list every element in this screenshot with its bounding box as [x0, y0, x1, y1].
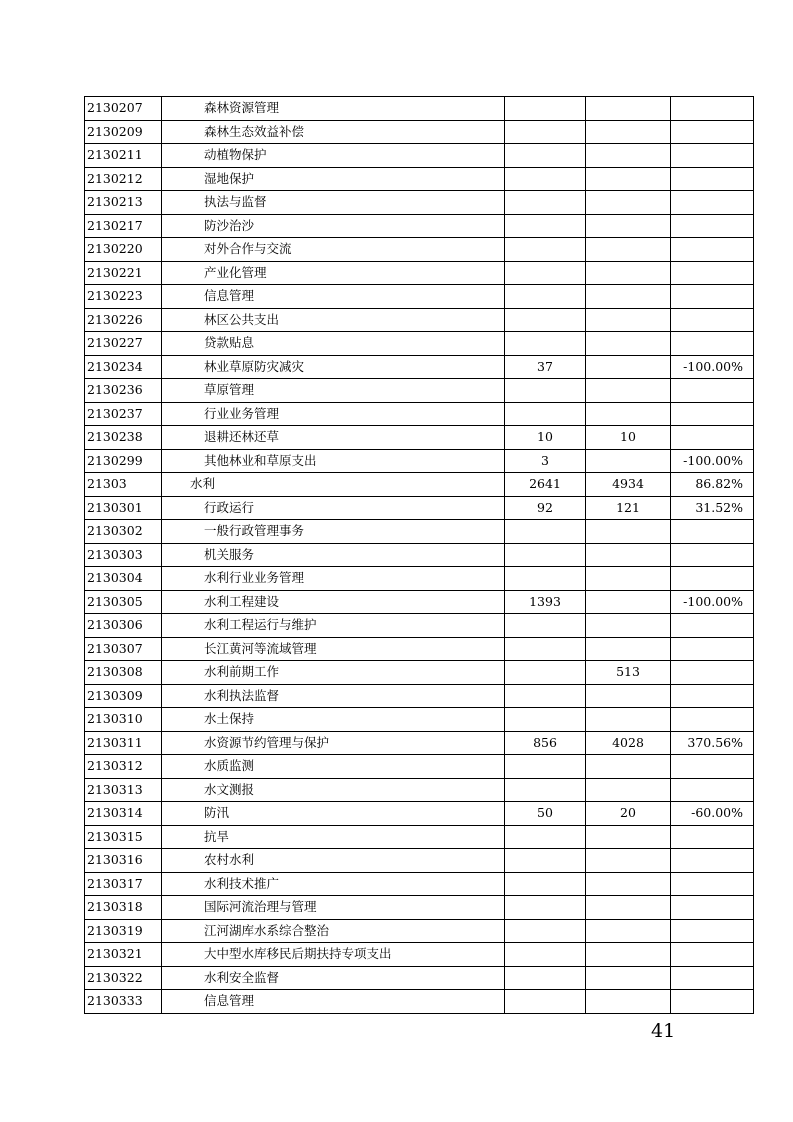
cell-value-2 [586, 238, 671, 262]
cell-value-2 [586, 332, 671, 356]
cell-code: 2130322 [85, 966, 162, 990]
cell-change-rate [671, 684, 754, 708]
cell-value-2 [586, 308, 671, 332]
cell-value-1 [505, 144, 586, 168]
table-row [85, 520, 754, 544]
cell-name: 退耕还林还草 [162, 426, 505, 450]
cell-change-rate [671, 661, 754, 685]
table-row [85, 872, 754, 896]
cell-value-1 [505, 567, 586, 591]
cell-change-rate [671, 379, 754, 403]
table-row [85, 449, 754, 473]
cell-code: 2130299 [85, 449, 162, 473]
cell-code: 2130308 [85, 661, 162, 685]
cell-change-rate: -100.00% [671, 590, 754, 614]
table-row [85, 661, 754, 685]
cell-code: 2130313 [85, 778, 162, 802]
cell-change-rate [671, 778, 754, 802]
cell-name: 草原管理 [162, 379, 505, 403]
cell-change-rate [671, 191, 754, 215]
cell-value-2 [586, 755, 671, 779]
cell-code: 2130321 [85, 943, 162, 967]
cell-code: 2130237 [85, 402, 162, 426]
cell-name: 水土保持 [162, 708, 505, 732]
cell-value-1 [505, 778, 586, 802]
cell-value-2 [586, 144, 671, 168]
cell-change-rate [671, 97, 754, 121]
cell-value-2 [586, 167, 671, 191]
cell-value-2 [586, 520, 671, 544]
cell-value-2 [586, 214, 671, 238]
table-row [85, 943, 754, 967]
cell-value-2 [586, 919, 671, 943]
table-row [85, 238, 754, 262]
cell-value-1 [505, 308, 586, 332]
cell-name: 抗旱 [162, 825, 505, 849]
table-row [85, 473, 754, 497]
table-row [85, 543, 754, 567]
cell-value-2: 10 [586, 426, 671, 450]
cell-name: 水资源节约管理与保护 [162, 731, 505, 755]
cell-change-rate [671, 755, 754, 779]
cell-name: 湿地保护 [162, 167, 505, 191]
table-row [85, 825, 754, 849]
cell-code: 2130317 [85, 872, 162, 896]
cell-code: 2130226 [85, 308, 162, 332]
cell-value-2 [586, 778, 671, 802]
cell-code: 2130310 [85, 708, 162, 732]
table-row [85, 731, 754, 755]
table-row [85, 191, 754, 215]
cell-change-rate [671, 261, 754, 285]
cell-code: 2130333 [85, 990, 162, 1014]
table-row [85, 285, 754, 309]
cell-value-2 [586, 614, 671, 638]
cell-change-rate: -100.00% [671, 355, 754, 379]
cell-value-2: 4028 [586, 731, 671, 755]
cell-change-rate [671, 637, 754, 661]
cell-change-rate [671, 426, 754, 450]
cell-value-2 [586, 567, 671, 591]
cell-name: 水利 [162, 473, 505, 497]
table-body [85, 97, 754, 1014]
cell-code: 2130238 [85, 426, 162, 450]
cell-value-2 [586, 543, 671, 567]
cell-change-rate [671, 708, 754, 732]
cell-value-1 [505, 379, 586, 403]
cell-name: 防汛 [162, 802, 505, 826]
cell-name: 行业业务管理 [162, 402, 505, 426]
cell-code: 2130234 [85, 355, 162, 379]
table-row [85, 966, 754, 990]
cell-change-rate [671, 214, 754, 238]
cell-name: 农村水利 [162, 849, 505, 873]
cell-name: 林区公共支出 [162, 308, 505, 332]
cell-name: 水利前期工作 [162, 661, 505, 685]
cell-change-rate [671, 990, 754, 1014]
cell-name: 行政运行 [162, 496, 505, 520]
cell-value-1 [505, 214, 586, 238]
cell-name: 大中型水库移民后期扶持专项支出 [162, 943, 505, 967]
cell-code: 2130303 [85, 543, 162, 567]
table-row [85, 214, 754, 238]
table-row [85, 496, 754, 520]
cell-value-1 [505, 966, 586, 990]
cell-value-1 [505, 97, 586, 121]
cell-code: 2130211 [85, 144, 162, 168]
cell-value-2 [586, 97, 671, 121]
cell-change-rate [671, 402, 754, 426]
cell-code: 21303 [85, 473, 162, 497]
cell-code: 2130309 [85, 684, 162, 708]
cell-value-1 [505, 708, 586, 732]
cell-value-1 [505, 684, 586, 708]
cell-name: 信息管理 [162, 285, 505, 309]
cell-value-1 [505, 919, 586, 943]
table-row [85, 426, 754, 450]
cell-code: 2130307 [85, 637, 162, 661]
cell-code: 2130312 [85, 755, 162, 779]
table-row [85, 919, 754, 943]
cell-value-2: 121 [586, 496, 671, 520]
table-row [85, 849, 754, 873]
cell-value-1: 50 [505, 802, 586, 826]
cell-value-2 [586, 943, 671, 967]
cell-value-2 [586, 849, 671, 873]
cell-change-rate [671, 238, 754, 262]
cell-value-1: 37 [505, 355, 586, 379]
cell-code: 2130304 [85, 567, 162, 591]
cell-name: 执法与监督 [162, 191, 505, 215]
cell-value-1 [505, 661, 586, 685]
cell-code: 2130227 [85, 332, 162, 356]
cell-change-rate [671, 543, 754, 567]
cell-name: 机关服务 [162, 543, 505, 567]
table-row [85, 990, 754, 1014]
cell-value-1 [505, 990, 586, 1014]
cell-value-2 [586, 449, 671, 473]
cell-value-2 [586, 990, 671, 1014]
cell-value-1 [505, 543, 586, 567]
cell-change-rate [671, 849, 754, 873]
cell-change-rate: -100.00% [671, 449, 754, 473]
cell-value-2 [586, 708, 671, 732]
cell-value-2 [586, 590, 671, 614]
cell-value-1: 10 [505, 426, 586, 450]
cell-code: 2130314 [85, 802, 162, 826]
cell-change-rate [671, 520, 754, 544]
cell-change-rate [671, 966, 754, 990]
cell-value-2 [586, 896, 671, 920]
cell-change-rate [671, 167, 754, 191]
cell-name: 水利技术推广 [162, 872, 505, 896]
cell-value-2 [586, 402, 671, 426]
cell-value-2: 20 [586, 802, 671, 826]
table-row [85, 755, 754, 779]
cell-value-1: 2641 [505, 473, 586, 497]
cell-value-2 [586, 355, 671, 379]
table-row [85, 614, 754, 638]
cell-change-rate [671, 120, 754, 144]
cell-name: 水利工程建设 [162, 590, 505, 614]
cell-change-rate [671, 144, 754, 168]
cell-change-rate [671, 332, 754, 356]
table-row [85, 167, 754, 191]
cell-value-1 [505, 402, 586, 426]
cell-code: 2130305 [85, 590, 162, 614]
cell-value-2: 513 [586, 661, 671, 685]
cell-value-1 [505, 614, 586, 638]
cell-value-1 [505, 261, 586, 285]
cell-change-rate: 370.56% [671, 731, 754, 755]
cell-name: 信息管理 [162, 990, 505, 1014]
cell-name: 其他林业和草原支出 [162, 449, 505, 473]
cell-value-2 [586, 825, 671, 849]
cell-value-1 [505, 120, 586, 144]
cell-change-rate [671, 567, 754, 591]
cell-change-rate [671, 896, 754, 920]
cell-code: 2130302 [85, 520, 162, 544]
cell-name: 森林资源管理 [162, 97, 505, 121]
table-row [85, 637, 754, 661]
cell-code: 2130220 [85, 238, 162, 262]
table-row [85, 684, 754, 708]
cell-code: 2130217 [85, 214, 162, 238]
cell-name: 产业化管理 [162, 261, 505, 285]
cell-value-1 [505, 755, 586, 779]
cell-value-2 [586, 120, 671, 144]
cell-value-2 [586, 966, 671, 990]
cell-value-2 [586, 379, 671, 403]
table-row [85, 896, 754, 920]
cell-value-1 [505, 825, 586, 849]
cell-name: 水利行业业务管理 [162, 567, 505, 591]
cell-name: 长江黄河等流域管理 [162, 637, 505, 661]
table-row [85, 120, 754, 144]
cell-change-rate [671, 943, 754, 967]
cell-change-rate [671, 919, 754, 943]
cell-code: 2130311 [85, 731, 162, 755]
cell-name: 一般行政管理事务 [162, 520, 505, 544]
cell-change-rate [671, 614, 754, 638]
cell-code: 2130316 [85, 849, 162, 873]
table-row [85, 308, 754, 332]
cell-code: 2130212 [85, 167, 162, 191]
table-row [85, 332, 754, 356]
page-number: 41 [651, 1020, 676, 1042]
table-row [85, 802, 754, 826]
cell-value-2 [586, 285, 671, 309]
cell-value-1 [505, 520, 586, 544]
cell-code: 2130319 [85, 919, 162, 943]
cell-name: 国际河流治理与管理 [162, 896, 505, 920]
cell-value-1 [505, 637, 586, 661]
cell-code: 2130223 [85, 285, 162, 309]
cell-change-rate: 31.52% [671, 496, 754, 520]
cell-name: 森林生态效益补偿 [162, 120, 505, 144]
cell-code: 2130209 [85, 120, 162, 144]
cell-name: 贷款贴息 [162, 332, 505, 356]
cell-value-1 [505, 896, 586, 920]
table-row [85, 567, 754, 591]
cell-value-1 [505, 332, 586, 356]
cell-value-1 [505, 191, 586, 215]
cell-name: 防沙治沙 [162, 214, 505, 238]
cell-code: 2130221 [85, 261, 162, 285]
cell-name: 江河湖库水系综合整治 [162, 919, 505, 943]
cell-change-rate [671, 872, 754, 896]
table-row [85, 708, 754, 732]
table-row [85, 261, 754, 285]
cell-value-2: 4934 [586, 473, 671, 497]
cell-change-rate [671, 308, 754, 332]
cell-change-rate [671, 285, 754, 309]
cell-name: 水文测报 [162, 778, 505, 802]
cell-name: 对外合作与交流 [162, 238, 505, 262]
cell-value-2 [586, 637, 671, 661]
cell-value-1 [505, 167, 586, 191]
cell-value-2 [586, 872, 671, 896]
cell-value-1: 856 [505, 731, 586, 755]
cell-name: 水质监测 [162, 755, 505, 779]
table-row [85, 778, 754, 802]
table-row [85, 590, 754, 614]
cell-value-1: 3 [505, 449, 586, 473]
cell-change-rate [671, 825, 754, 849]
budget-table [84, 96, 754, 1014]
cell-code: 2130301 [85, 496, 162, 520]
cell-value-1 [505, 285, 586, 309]
cell-value-1 [505, 849, 586, 873]
table-row [85, 97, 754, 121]
table-row [85, 379, 754, 403]
cell-name: 水利安全监督 [162, 966, 505, 990]
cell-name: 林业草原防灾减灾 [162, 355, 505, 379]
cell-value-1 [505, 238, 586, 262]
cell-code: 2130315 [85, 825, 162, 849]
cell-change-rate: -60.00% [671, 802, 754, 826]
cell-change-rate: 86.82% [671, 473, 754, 497]
cell-value-2 [586, 684, 671, 708]
cell-code: 2130306 [85, 614, 162, 638]
cell-code: 2130213 [85, 191, 162, 215]
cell-value-1 [505, 872, 586, 896]
table-row [85, 355, 754, 379]
table-row [85, 144, 754, 168]
cell-name: 动植物保护 [162, 144, 505, 168]
cell-value-2 [586, 261, 671, 285]
cell-name: 水利执法监督 [162, 684, 505, 708]
cell-name: 水利工程运行与维护 [162, 614, 505, 638]
cell-value-1: 1393 [505, 590, 586, 614]
cell-value-1: 92 [505, 496, 586, 520]
cell-code: 2130207 [85, 97, 162, 121]
cell-value-1 [505, 943, 586, 967]
table-row [85, 402, 754, 426]
cell-value-2 [586, 191, 671, 215]
cell-code: 2130318 [85, 896, 162, 920]
cell-code: 2130236 [85, 379, 162, 403]
